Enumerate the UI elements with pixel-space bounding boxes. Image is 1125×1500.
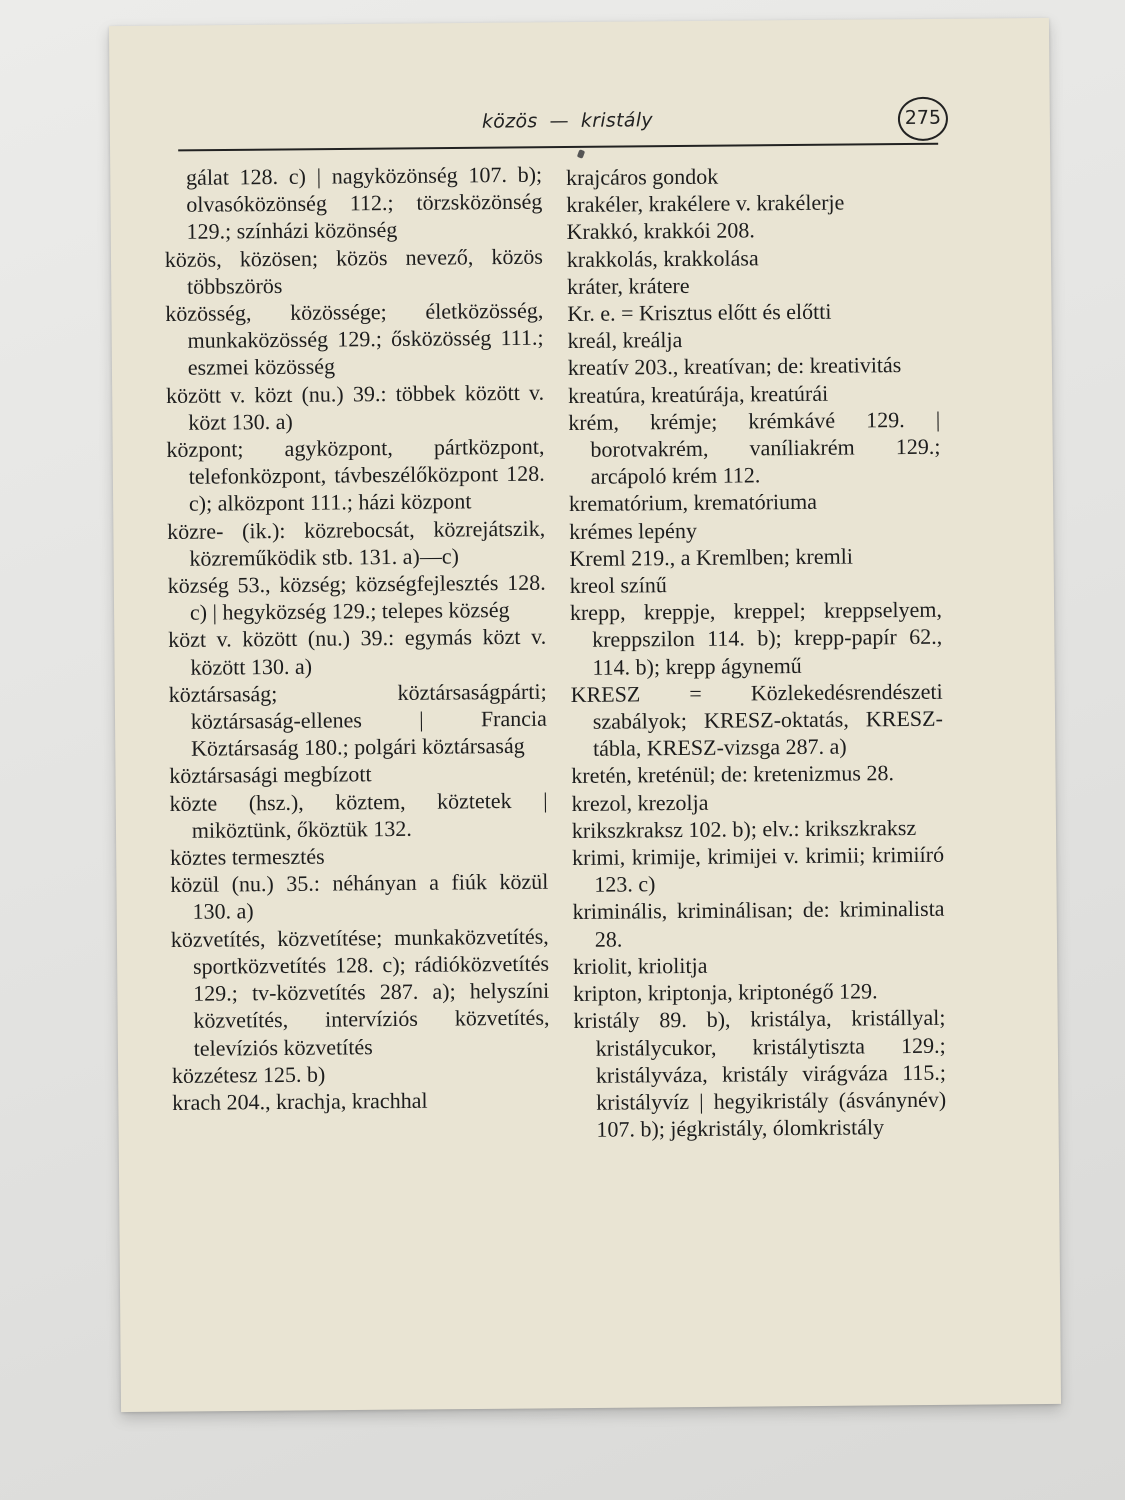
dictionary-entry: krezol, krezolja <box>571 789 709 816</box>
dictionary-entry: krimi, krimije, krimijei v. krimii; krimiíró 123. c) <box>571 841 945 898</box>
dictionary-entry: kripton, kriptonja, kriptonégő 129. <box>573 978 878 1007</box>
dictionary-entry: közül (nu.) 35.: néhányan a fiúk közül 130. a) <box>170 868 549 925</box>
running-head-dash: — <box>549 109 569 133</box>
dictionary-entry: krakéler, krakélere v. krakélerje <box>566 189 845 218</box>
page-header <box>178 103 948 152</box>
dictionary-entry: Krakkó, krakkói 208. <box>566 217 755 245</box>
dictionary-entry: kriolit, kriolitja <box>572 952 708 979</box>
dictionary-entry: közzétesz 125. b) <box>171 1061 326 1088</box>
dictionary-entry: közt v. között (nu.) 39.: egymás közt v. között 130. a) <box>168 624 547 680</box>
dictionary-entry: krémes lepény <box>569 517 697 544</box>
left-column <box>164 161 550 1116</box>
dictionary-entry: gálat 128. c) | nagyközönség 107. b); olvasóközönség 112.; törzsközönség 129.; színházi közönség <box>186 161 543 245</box>
dictionary-entry: krikszkraksz 102. b); elv.: krikszkraksz <box>571 814 917 843</box>
dictionary-entry: központ; agyközpont, pártközpont, telefonközpont, távbeszélőközpont 128. c); alközpont 111.; házi központ <box>166 433 545 517</box>
running-head <box>482 109 653 132</box>
dictionary-entry: krakkolás, krakkolása <box>566 244 759 272</box>
dictionary-entry: KRESZ = Közlekedésrendészeti szabályok; KRESZ-oktatás, KRESZ-tábla, KRESZ-vizsga 287. a) <box>570 678 943 762</box>
dictionary-entry: krach 204., krachja, krachhal <box>172 1087 428 1115</box>
dictionary-entry: közösség, közössége; életközösség, munkaközösség 129.; ősközösség 111.; eszmei közösség <box>165 297 544 381</box>
dictionary-entry: között v. közt (nu.) 39.: többek között v. közt 130. a) <box>165 379 545 435</box>
dictionary-entry: kretén, kreténül; de: kretenizmus 28. <box>571 760 894 789</box>
dictionary-entry: Kr. e. = Krisztus előtt és előtti <box>567 298 832 327</box>
dictionary-entry: kreál, kreálja <box>567 327 683 354</box>
dictionary-entry: Kreml 219., a Kremlben; kremli <box>569 543 854 571</box>
dictionary-entry: közre- (ik.): közrebocsát, közrejátszik, közreműködik stb. 131. a)—c) <box>167 515 546 571</box>
dictionary-entry: kristály 89. b), kristálya, kristállyal; kristálycukor, kristálytiszta 129.; kristályváza, kristály virágváza 115.; kristályvíz | hegyikristály (ásványnév) 107. b); jégkristály, ólomkristály <box>573 1005 947 1142</box>
dictionary-entry: közös, közösen; közös nevező, közös többszörös <box>164 243 543 299</box>
running-head-last-word: kristály <box>580 109 653 132</box>
dictionary-entry: közvetítés, közvetítése; munkaközvetítés, sportközvetítés 128. c); rádióközvetítés 129.; tv-közvetítés 287. a); helyszíni közvetítés, intervíziós közvetítés, televíziós közvetítés <box>170 923 550 1061</box>
dictionary-entry: község 53., község; községfejlesztés 128. c) | hegyközség 129.; telepes község <box>167 569 546 626</box>
dictionary-entry: köztes termesztés <box>169 843 325 871</box>
dictionary-entry: kráter, krátere <box>566 272 690 299</box>
dictionary-entry: kreatúra, kreatúrája, kreatúrái <box>567 380 829 408</box>
running-head-first-word: közös <box>481 110 538 133</box>
dictionary-entry: krepp, kreppje, kreppel; kreppselyem, kreppszilon 114. b); krepp-papír 62., 114. b); krepp ágynemű <box>569 596 943 680</box>
dictionary-entry: köztársaság; köztársaságpárti; köztársaság-ellenes | Francia Köztársaság 180.; polgári köztársaság <box>168 678 547 762</box>
page-number: 275 <box>898 97 948 141</box>
dictionary-entry: kreatív 203., kreatívan; de: kreativitás <box>567 352 902 381</box>
dictionary-entry: köztársasági megbízott <box>169 761 372 789</box>
dictionary-entry: krém, krémje; krémkávé 129. | borotvakrém, vaníliakrém 129.; arcápoló krém 112. <box>568 406 941 490</box>
dictionary-entry: kreol színű <box>569 572 667 599</box>
dictionary-entry: krajcáros gondok <box>566 163 719 190</box>
dictionary-entry: közte (hsz.), köztem, köztetek | miköztünk, őköztük 132. <box>169 787 548 843</box>
dictionary-entry: kriminális, kriminálisan; de: kriminalista 28. <box>572 896 945 952</box>
dictionary-entry: krematórium, krematóriuma <box>568 489 818 517</box>
right-column <box>566 161 947 1144</box>
